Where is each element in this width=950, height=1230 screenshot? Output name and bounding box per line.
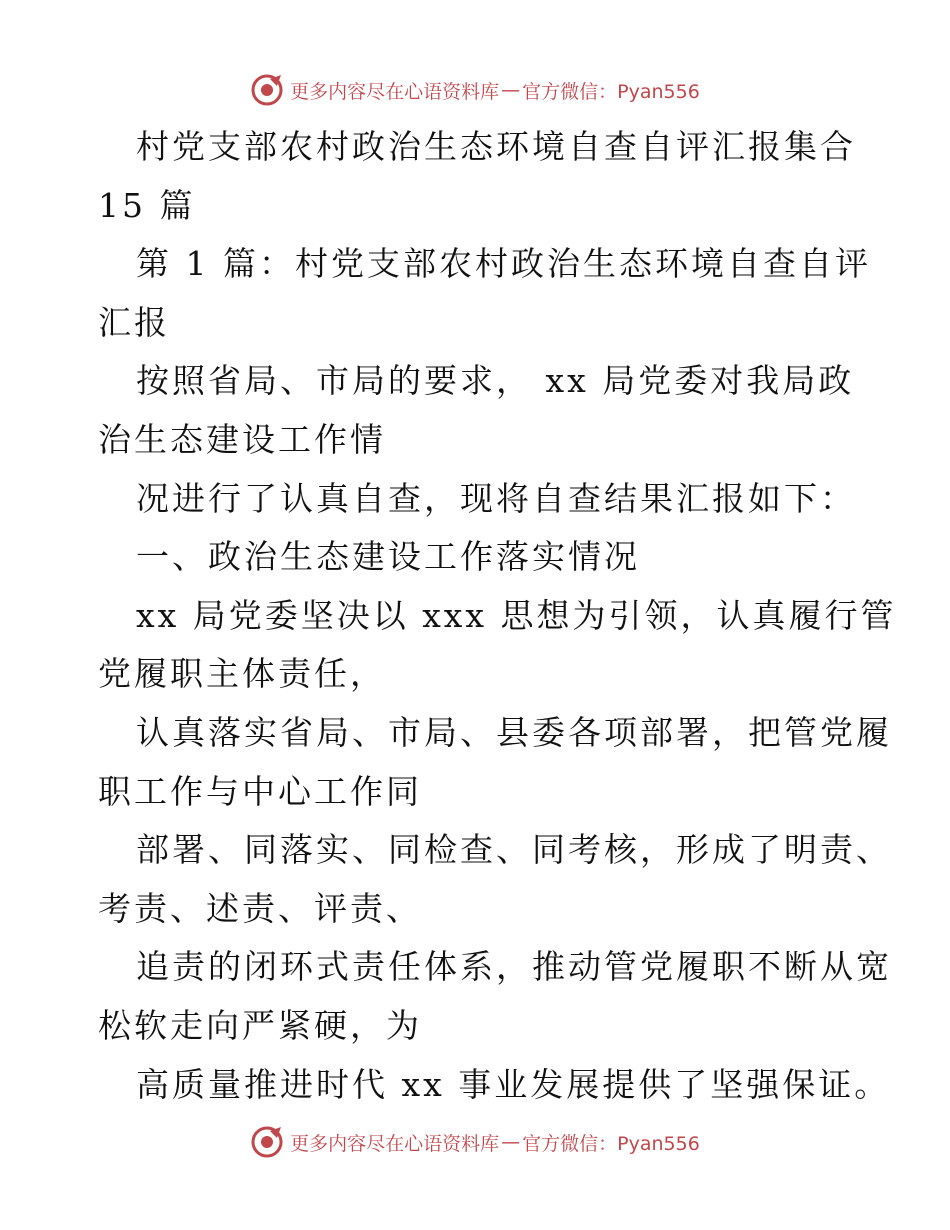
watermark-brand-text: 更多内容尽在心语资料库 — [290, 80, 500, 103]
subheading-line: 一、政治生态建设工作落实情况 — [136, 537, 640, 577]
brand-logo-icon — [250, 73, 284, 107]
paragraph-line: 党履职主体责任， — [98, 654, 386, 694]
section-heading-line-2: 汇报 — [98, 302, 170, 342]
header-watermark-banner — [0, 70, 950, 110]
footer-watermark-banner — [0, 1122, 950, 1162]
watermark-separator: — — [501, 1131, 521, 1153]
paragraph-line: 追责的闭环式责任体系，推动管党履职不断从宽 — [136, 947, 892, 987]
brand-logo-icon — [250, 1125, 284, 1159]
paragraph-line: 认真落实省局、市局、县委各项部署，把管党履 — [136, 712, 892, 752]
paragraph-line: 松软走向严紧硬，为 — [98, 1005, 422, 1045]
paragraph-line: 况进行了认真自查，现将自查结果汇报如下： — [136, 478, 856, 518]
paragraph-line: 职工作与中心工作同 — [98, 771, 422, 811]
watermark-separator: — — [501, 79, 521, 101]
paragraph-line: 按照省局、市局的要求， xx 局党委对我局政 — [136, 361, 855, 401]
watermark-brand-text: 更多内容尽在心语资料库 — [290, 1132, 500, 1155]
paragraph-line: xx 局党委坚决以 xxx 思想为引领，认真履行管 — [136, 595, 897, 635]
paragraph-line: 考责、述责、评责、 — [98, 888, 422, 928]
section-heading-line-1: 第 1 篇：村党支部农村政治生态环境自查自评 — [136, 244, 871, 284]
paragraph-line: 部署、同落实、同检查、同考核，形成了明责、 — [136, 830, 892, 870]
watermark-wechat-text: 官方微信：Pyan556 — [522, 80, 700, 103]
paragraph-line: 高质量推进时代 xx 事业发展提供了坚强保证。 — [136, 1064, 891, 1104]
document-body — [98, 118, 897, 1114]
watermark-wechat-text: 官方微信：Pyan556 — [522, 1132, 700, 1155]
document-title-line-1: 村党支部农村政治生态环境自查自评汇报集合 — [136, 127, 856, 166]
document-title-line-2: 15 篇 — [98, 185, 196, 225]
paragraph-line: 治生态建设工作情 — [98, 419, 386, 459]
